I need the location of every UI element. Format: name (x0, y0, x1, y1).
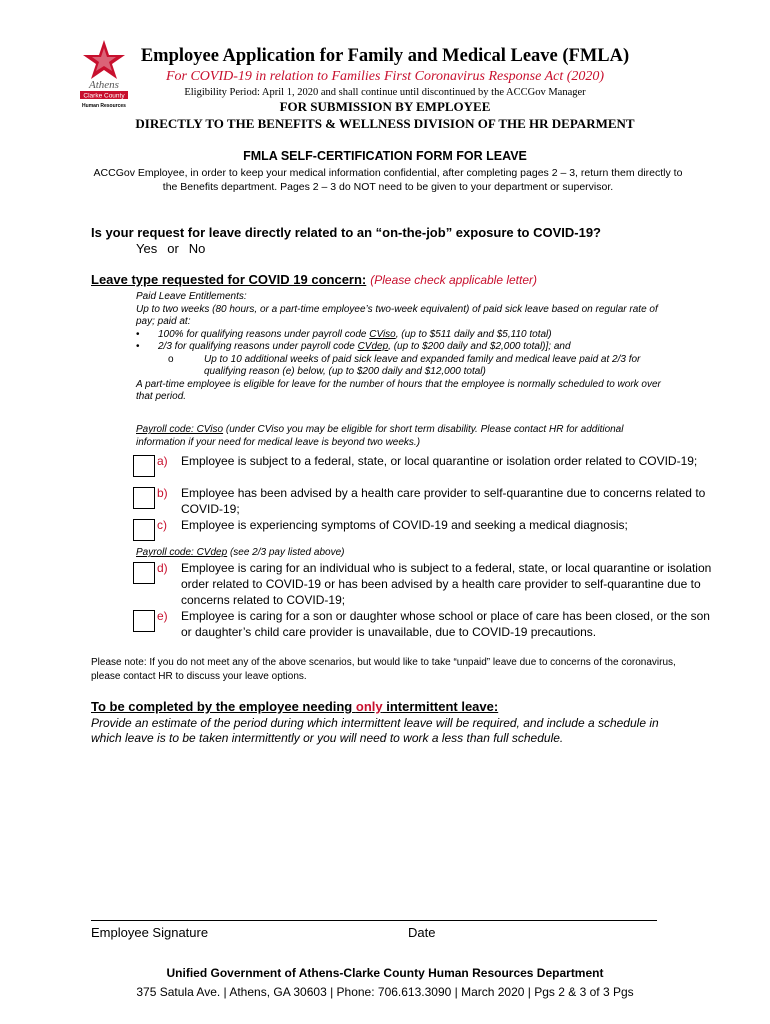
leave-type-title: Leave type requested for COVID 19 concern: (91, 272, 367, 287)
option-c-letter: c) (157, 518, 167, 532)
date-label: Date (408, 925, 436, 940)
paid-leave-bullet-2: • 2/3 for qualifying reasons under payroll code CVdep, (up to $200 daily and $2,000 total)]; and (136, 341, 571, 352)
document-title: Employee Application for Family and Medical Leave (FMLA) (140, 46, 630, 66)
answer-or: or (167, 241, 179, 256)
part-time-note: A part-time employee is eligible for leave for the number of hours that the employee is normally scheduled to work over that period. (136, 378, 661, 402)
paid-leave-title: Paid Leave Entitlements: (136, 291, 247, 302)
logo-text-hr: Human Resources (82, 103, 126, 109)
paid-leave-desc: Up to two weeks (80 hours, or a part-time employee’s two-week equivalent) of paid sick leave based on regular rate of pay; paid at: (136, 303, 658, 327)
leave-type-note: (Please check applicable letter) (370, 273, 538, 287)
intermittent-leave-instructions: Provide an estimate of the period during which intermittent leave will be required, and include a schedule in which leave is to be taken intermittently or you will need to work a less than full schedule. (91, 716, 659, 745)
option-b-letter: b) (157, 486, 168, 500)
checkbox-d[interactable] (133, 562, 155, 584)
intermittent-leave-heading: To be completed by the employee needing only intermittent leave: (91, 699, 499, 714)
footer-organization: Unified Government of Athens-Clarke County Human Resources Department (166, 966, 604, 980)
option-b-text: Employee has been advised by a health care provider to self-quarantine due to concerns related to COVID-19; (181, 486, 706, 516)
checkbox-b[interactable] (133, 487, 155, 509)
cviso-section-heading (136, 424, 656, 449)
employee-signature-label: Employee Signature (91, 925, 209, 940)
option-c-text: Employee is experiencing symptoms of COVID-19 and seeking a medical diagnosis; (181, 518, 628, 532)
option-d-text: Employee is caring for an individual who is subject to a federal, state, or local quarantine or isolation order related to COVID-19 or has been advised by a health care provider to self-quarantine due to concerns related to COVID-19; (181, 561, 712, 607)
cviso-label: Payroll code: CViso (136, 424, 224, 435)
code-cviso: CViso (369, 328, 396, 340)
paid-leave-entitlements (136, 291, 676, 404)
intermittent-only: only (355, 699, 383, 714)
checkbox-a[interactable] (133, 455, 155, 477)
leave-type-heading (91, 272, 537, 287)
footer-contact: 375 Satula Ave. | Athens, GA 30603 | Phone: 706.613.3090 | March 2020 | Pgs 2 & 3 of 3 Pgs (136, 985, 634, 999)
option-d-letter: d) (157, 561, 168, 575)
signature-line[interactable] (91, 920, 657, 921)
form-intro: ACCGov Employee, in order to keep your medical information confidential, after completing pages 2 – 3, return them directly to the Benefits department. Pages 2 – 3 do NOT need to be given to your department or supervisor. (93, 167, 683, 193)
eligibility-period: Eligibility Period: April 1, 2020 and shall continue until discontinued by the ACCGov Manager (184, 87, 586, 98)
checkbox-c[interactable] (133, 519, 155, 541)
cviso-desc: (under CViso you may be eligible for short term disability. Please contact HR for additional information if your need for medical leave is beyond two weeks.) (136, 424, 624, 448)
code-cvdep: CVdep (357, 341, 389, 352)
unpaid-leave-note: Please note: If you do not meet any of the above scenarios, but would like to take “unpaid” leave due to concerns of the coronavirus, please contact HR to discuss your leave options. (91, 657, 676, 682)
option-e-letter: e) (157, 609, 168, 623)
paid-leave-bullet-1: • 100% for qualifying reasons under payroll code CViso, (up to $511 daily and $5,110 total) (136, 328, 552, 340)
answer-no[interactable]: No (188, 241, 206, 256)
answer-yes[interactable]: Yes (136, 241, 158, 256)
cvdep-section-heading (136, 547, 344, 560)
logo-text-county: Clarke County (83, 92, 125, 100)
covid-exposure-answers (136, 241, 215, 256)
submission-line-1: FOR SUBMISSION BY EMPLOYEE (279, 99, 491, 114)
document-subtitle: For COVID-19 in relation to Families First Coronavirus Response Act (2020) (165, 69, 605, 84)
cvdep-label: Payroll code: CVdep (136, 547, 228, 558)
checkbox-e[interactable] (133, 610, 155, 632)
option-a-text: Employee is subject to a federal, state, or local quarantine or isolation order related to COVID-19; (181, 454, 698, 468)
cvdep-desc: (see 2/3 pay listed above) (227, 547, 345, 558)
covid-exposure-question: Is your request for leave directly related to an “on-the-job” exposure to COVID-19? (91, 225, 601, 240)
logo-text-athens: Athens (89, 79, 119, 91)
option-e-text: Employee is caring for a son or daughter whose school or place of care has been closed, or the son or daughter’s child care provider is unavailable, due to COVID-19 precautions. (181, 609, 710, 639)
paid-leave-sub-bullet: o Up to 10 additional weeks of paid sick leave and expanded family and medical leave paid at 2/3 for qualifying reason (e) below, (up to $200 daily and $12,000 total) (168, 353, 641, 377)
option-a-letter: a) (157, 454, 168, 468)
submission-line-2: DIRECTLY TO THE BENEFITS & WELLNESS DIVISION OF THE HR DEPARMENT (135, 116, 635, 131)
form-title: FMLA SELF-CERTIFICATION FORM FOR LEAVE (243, 149, 527, 163)
